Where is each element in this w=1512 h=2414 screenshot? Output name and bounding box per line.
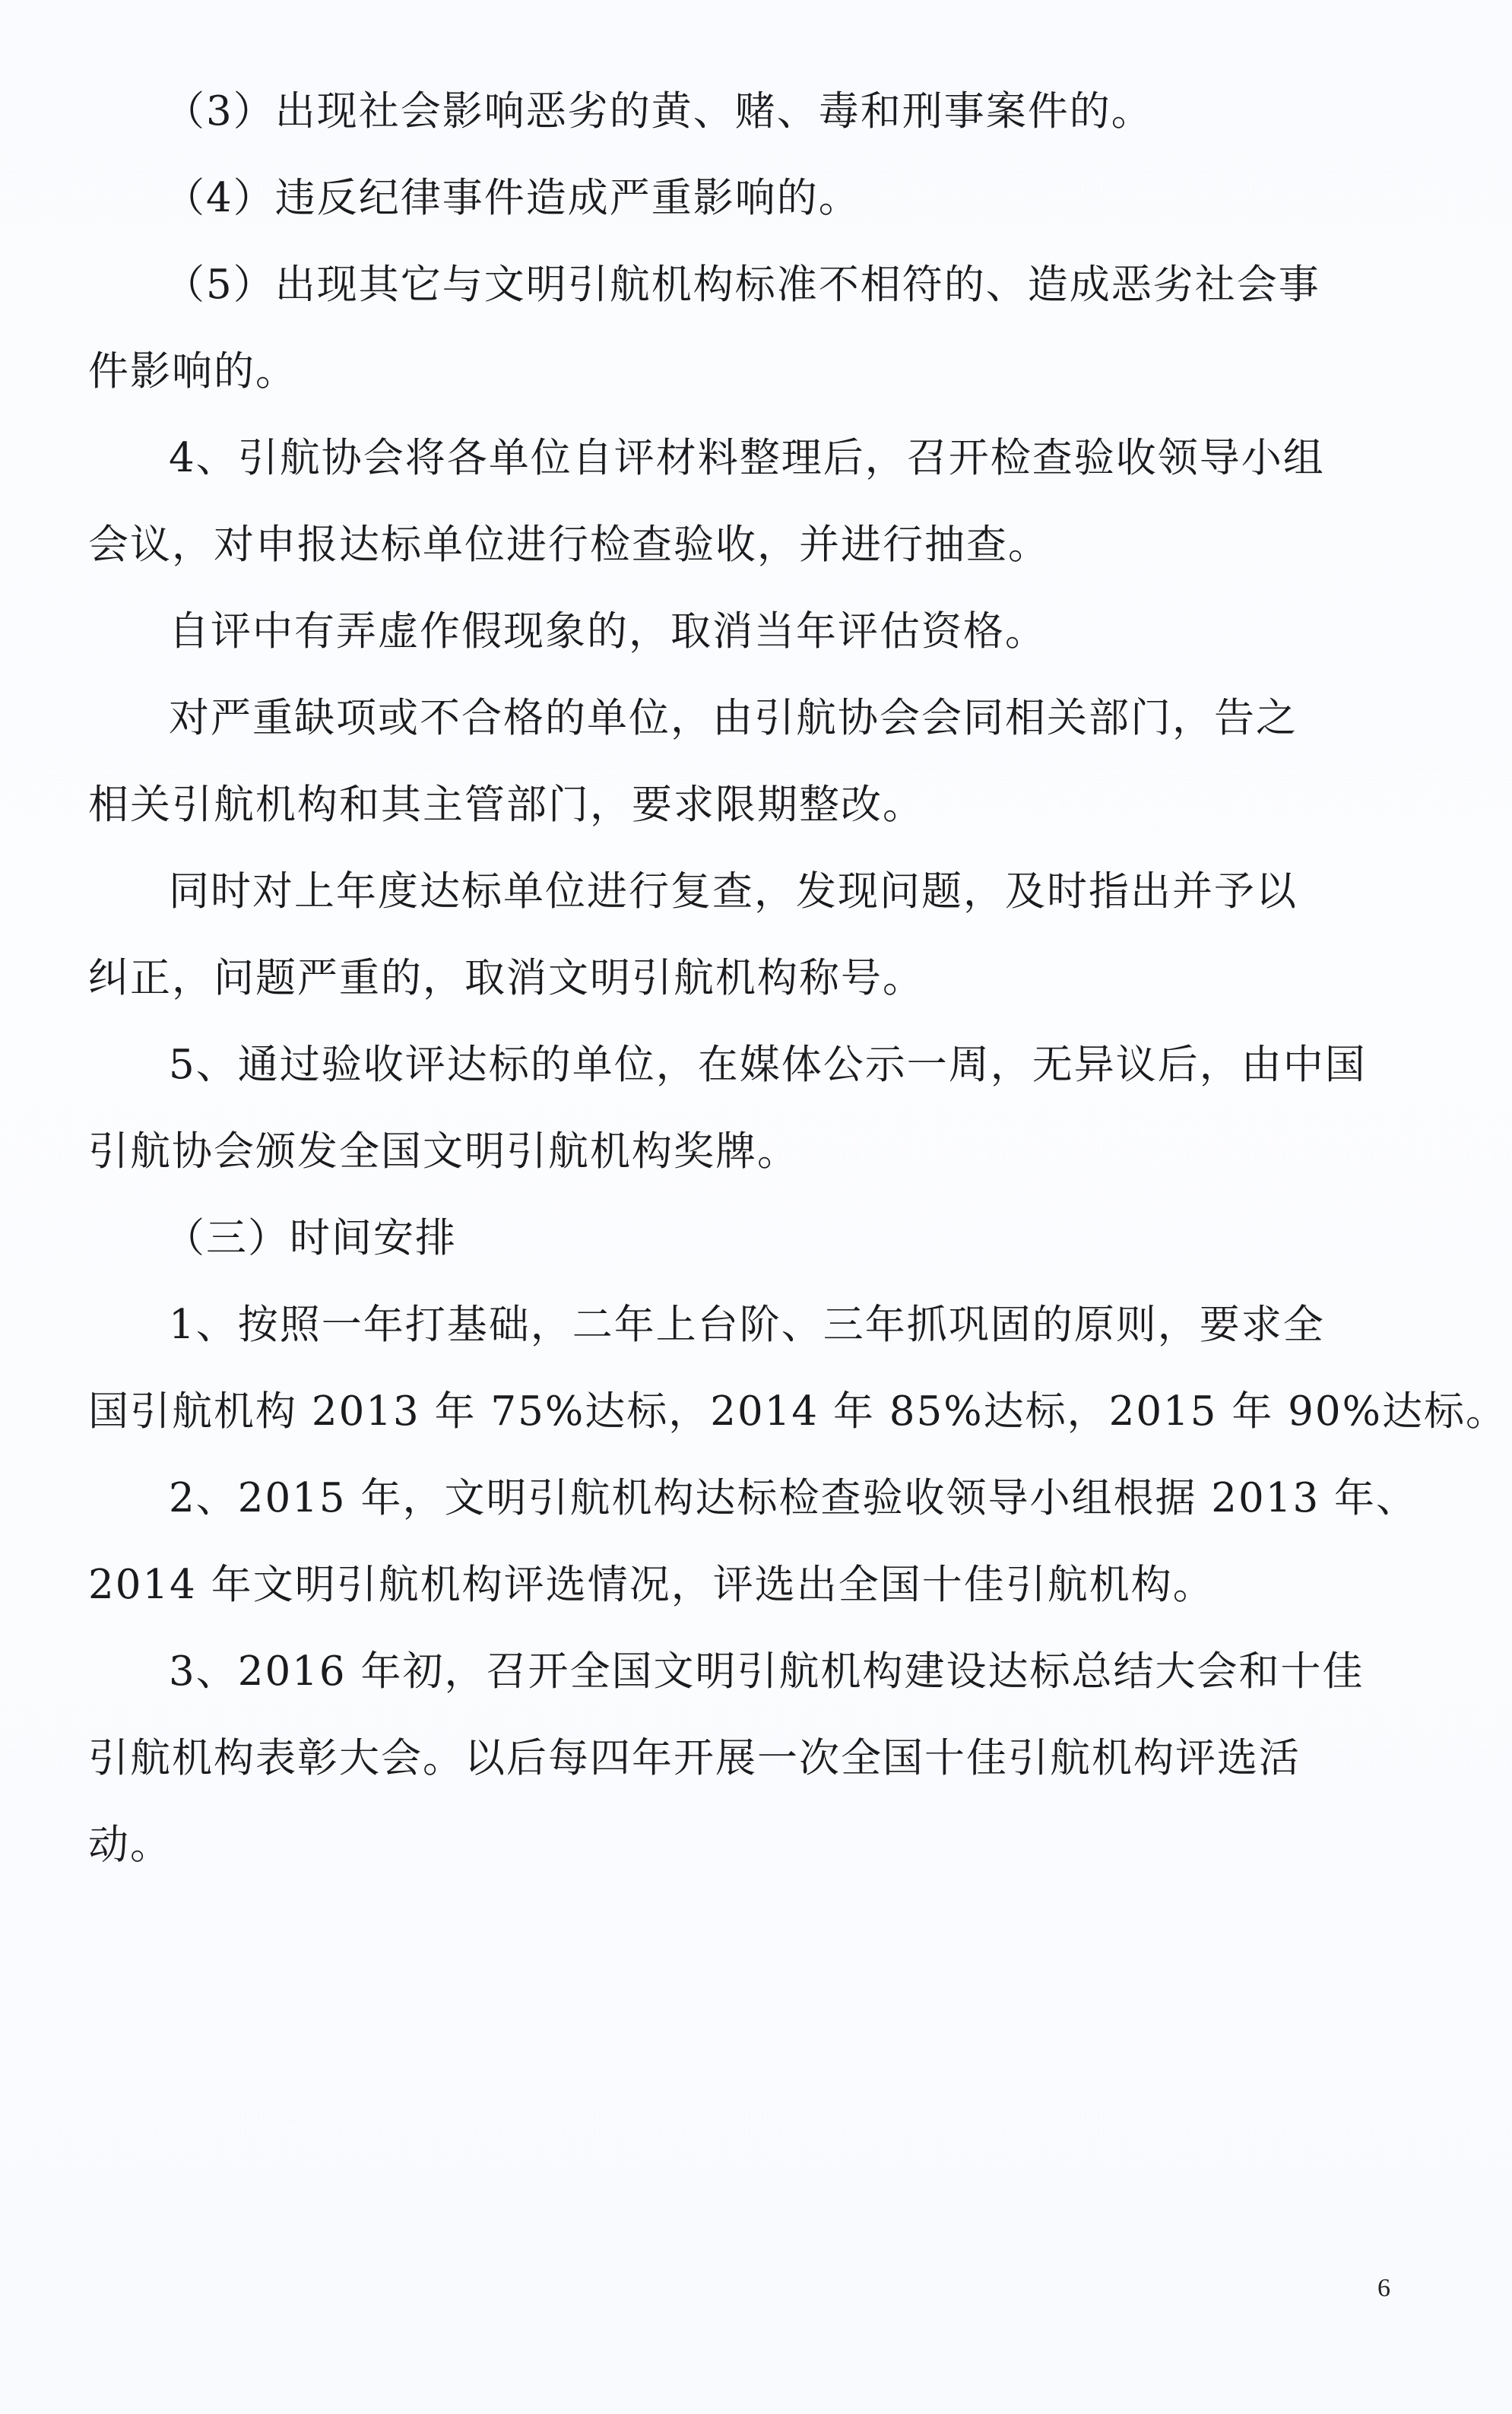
paragraph-4-line-2: 会议，对申报达标单位进行检查验收，并进行抽查。 <box>88 522 1050 568</box>
paragraph-5-line-2: 引航协会颁发全国文明引航机构奖牌。 <box>88 1128 799 1175</box>
paragraph-item-5-line-1: （5）出现其它与文明引航机构标准不相符的、造成恶劣社会事 <box>164 262 1320 308</box>
schedule-item-3-line-2: 引航机构表彰大会。以后每四年开展一次全国十佳引航机构评选活 <box>88 1735 1301 1781</box>
paragraph-item-3: （3）出现社会影响恶劣的黄、赌、毒和刑事案件的。 <box>164 88 1153 135</box>
schedule-item-3-line-1: 3、2016 年初，召开全国文明引航机构建设达标总结大会和十佳 <box>169 1648 1365 1695</box>
schedule-item-2-line-2: 2014 年文明引航机构评选情况，评选出全国十佳引航机构。 <box>88 1562 1215 1608</box>
schedule-item-3-line-3: 动。 <box>88 1822 172 1868</box>
paragraph-5-line-1: 5、通过验收评达标的单位，在媒体公示一周，无异议后，由中国 <box>169 1042 1367 1088</box>
schedule-item-1-line-2: 国引航机构 2013 年 75%达标，2014 年 85%达标，2015 年 90%达标。 <box>88 1388 1507 1435</box>
document-body <box>88 68 1507 1889</box>
paragraph-rectify-line-2: 相关引航机构和其主管部门，要求限期整改。 <box>88 782 924 828</box>
paragraph-recheck-line-2: 纠正，问题严重的，取消文明引航机构称号。 <box>88 955 924 1001</box>
paragraph-4-line-1: 4、引航协会将各单位自评材料整理后，召开检查验收领导小组 <box>169 435 1325 481</box>
page-number: 6 <box>1377 2274 1390 2302</box>
section-heading-schedule: （三）时间安排 <box>164 1215 457 1261</box>
paragraph-self-eval: 自评中有弄虚作假现象的，取消当年评估资格。 <box>169 608 1047 655</box>
paragraph-recheck-line-1: 同时对上年度达标单位进行复查，发现问题，及时指出并予以 <box>169 868 1298 915</box>
schedule-item-1-line-1: 1、按照一年打基础，二年上台阶、三年抓巩固的原则，要求全 <box>169 1302 1325 1348</box>
schedule-item-2-line-1: 2、2015 年，文明引航机构达标检查验收领导小组根据 2013 年、 <box>169 1475 1418 1521</box>
paragraph-rectify-line-1: 对严重缺项或不合格的单位，由引航协会会同相关部门，告之 <box>169 695 1298 741</box>
paragraph-item-5-line-2: 件影响的。 <box>88 348 297 395</box>
paragraph-item-4: （4）违反纪律事件造成严重影响的。 <box>164 175 861 221</box>
